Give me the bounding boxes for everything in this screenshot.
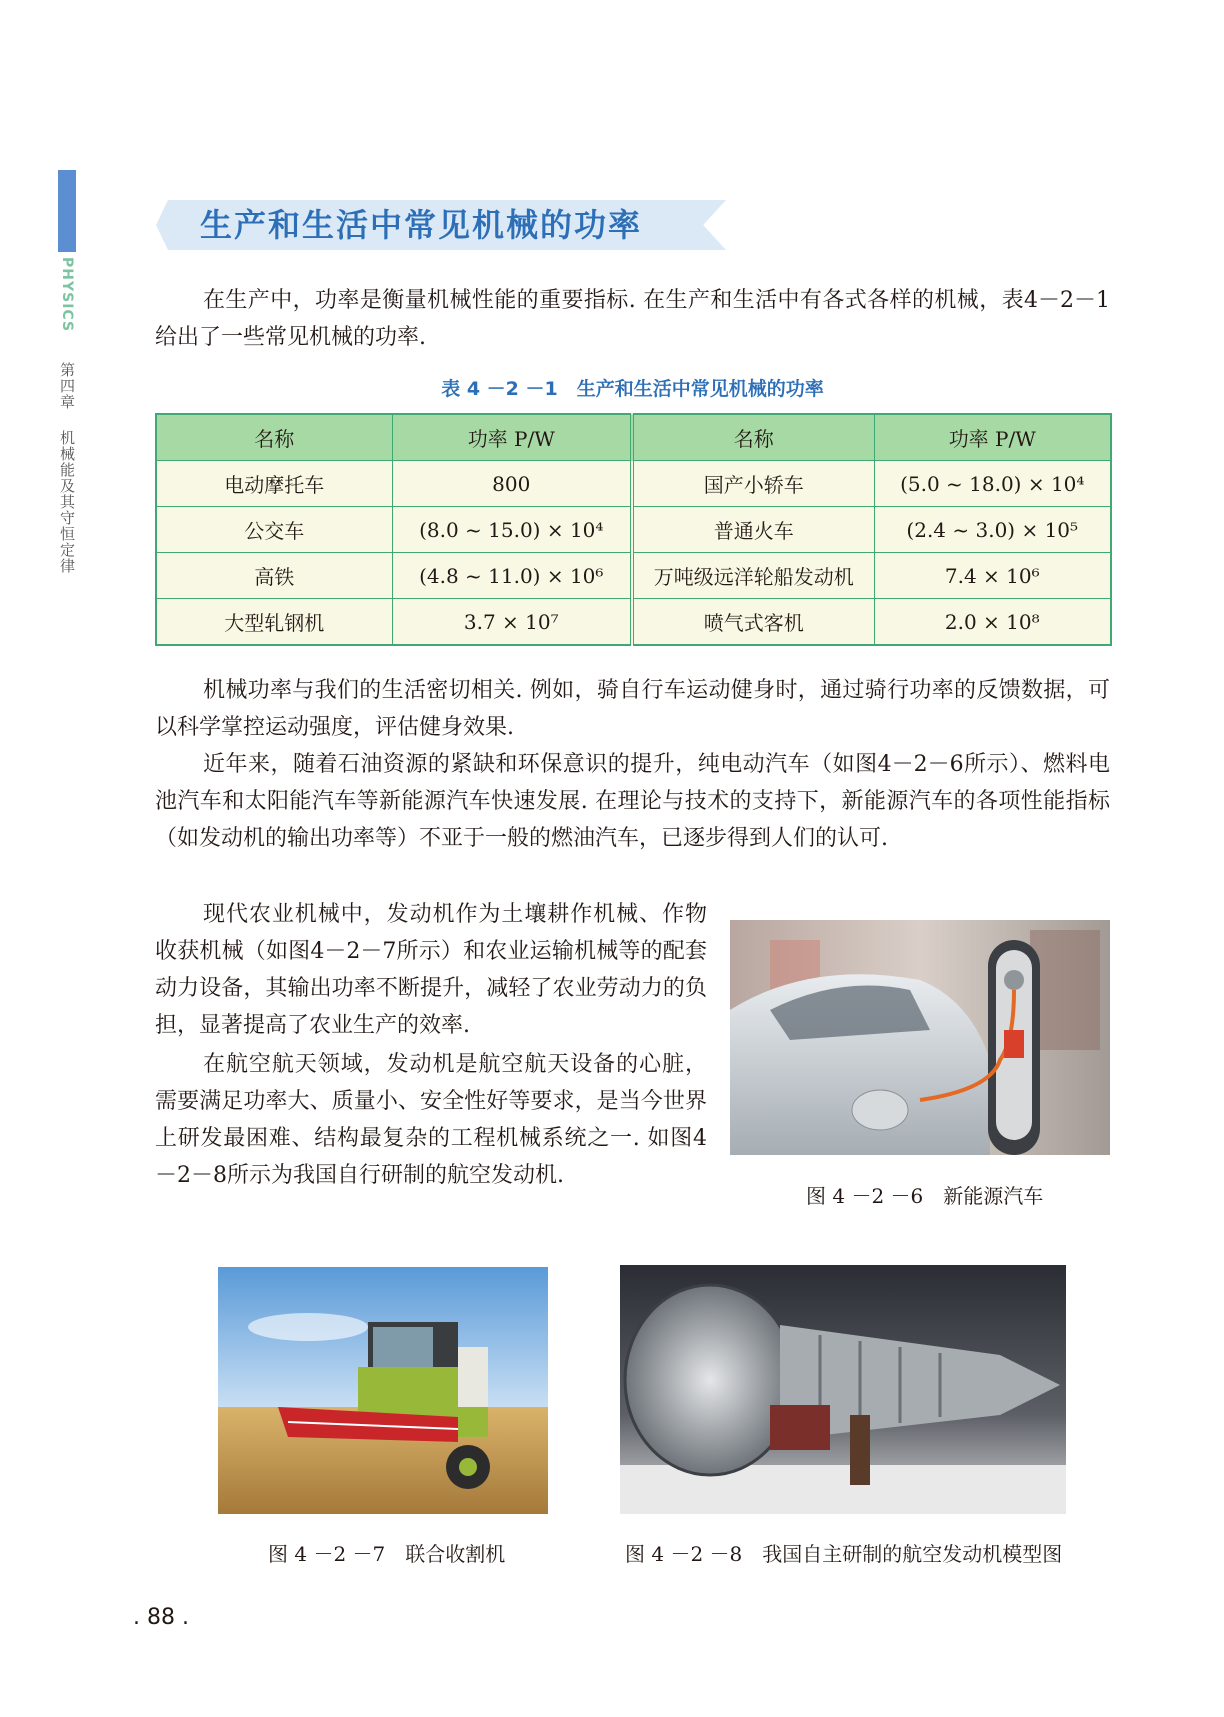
ev-photo — [730, 920, 1110, 1155]
table-cell: (8.0 ~ 15.0) × 10⁴ — [392, 507, 632, 553]
table-cell: 喷气式客机 — [632, 599, 874, 646]
table-cell: 普通火车 — [632, 507, 874, 553]
table-caption: 表 4 －2 －1 生产和生活中常见机械的功率 — [441, 378, 824, 400]
table-cell: 3.7 × 10⁷ — [392, 599, 632, 646]
page-number: . 88 . — [133, 1605, 189, 1630]
table-cell: (2.4 ~ 3.0) × 10⁵ — [874, 507, 1111, 553]
table-cell: 800 — [392, 461, 632, 507]
aero-engine-image — [620, 1265, 1066, 1514]
table-row — [156, 461, 1111, 507]
table-cell: (5.0 ~ 18.0) × 10⁴ — [874, 461, 1111, 507]
aero-engine-photo — [620, 1265, 1066, 1514]
table-header-row — [156, 414, 1111, 461]
paragraph-agriculture: 现代农业机械中，发动机作为土壤耕作机械、作物收获机械（如图4－2－7所示）和农业运输机械等的配套动力设备，其输出功率不断提升，减轻了农业劳动力的负担，显著提高了农业生产的效率. — [155, 902, 707, 1038]
combine-harvester-image — [218, 1267, 548, 1514]
table-cell: 公交车 — [156, 507, 392, 553]
section-title: 生产和生活中常见机械的功率 — [200, 206, 643, 244]
harvester-photo — [218, 1267, 548, 1514]
figure-caption-ev: 图 4 －2 －6 新能源汽车 — [806, 1184, 1044, 1208]
table-row — [156, 507, 1111, 553]
side-chapter-title: 机械能及其守恒定律 — [58, 430, 76, 574]
table-cell: 大型轧钢机 — [156, 599, 392, 646]
table-cell: 2.0 × 10⁸ — [874, 599, 1111, 646]
table-row — [156, 553, 1111, 599]
paragraph-cycling: 机械功率与我们的生活密切相关. 例如，骑自行车运动健身时，通过骑行功率的反馈数据，可以科学掌控运动强度，评估健身效果. — [155, 678, 1110, 740]
table-header-cell: 名称 — [632, 414, 874, 461]
side-subject-label: PHYSICS — [58, 252, 76, 338]
paragraph-new-energy: 近年来，随着石油资源的紧缺和环保意识的提升，纯电动汽车（如图4－2－6所示）、燃料电池汽车和太阳能汽车等新能源汽车快速发展. 在理论与技术的支持下，新能源汽车的各项性能指标（如发动机的输出功率等）不亚于一般的燃油汽车，已逐步得到人们的认可. — [155, 752, 1110, 851]
paragraph-aerospace: 在航空航天领域，发动机是航空航天设备的心脏，需要满足功率大、质量小、安全性好等要求，是当今世界上研发最困难、结构最复杂的工程机械系统之一. 如图4－2－8所示为我国自行研制的航空发动机. — [155, 1052, 707, 1188]
table-cell: (4.8 ~ 11.0) × 10⁶ — [392, 553, 632, 599]
table-cell: 国产小轿车 — [632, 461, 874, 507]
table-header-cell: 功率 P/W — [392, 414, 632, 461]
side-chapter-number: 第四章 — [58, 362, 76, 410]
side-tab-bar — [58, 170, 76, 252]
table-cell: 7.4 × 10⁶ — [874, 553, 1111, 599]
figure-caption-harvester: 图 4 －2 －7 联合收割机 — [268, 1542, 506, 1566]
intro-paragraph: 在生产中，功率是衡量机械性能的重要指标. 在生产和生活中有各式各样的机械，表4－2－1给出了一些常见机械的功率. — [155, 288, 1110, 350]
table-cell: 电动摩托车 — [156, 461, 392, 507]
table-header-cell: 名称 — [156, 414, 392, 461]
table-cell: 高铁 — [156, 553, 392, 599]
ev-charging-image — [730, 920, 1110, 1155]
power-table — [155, 413, 1112, 646]
table-row — [156, 599, 1111, 646]
figure-caption-engine: 图 4 －2 －8 我国自主研制的航空发动机模型图 — [625, 1542, 1063, 1566]
table-cell: 万吨级远洋轮船发动机 — [632, 553, 874, 599]
table-header-cell: 功率 P/W — [874, 414, 1111, 461]
